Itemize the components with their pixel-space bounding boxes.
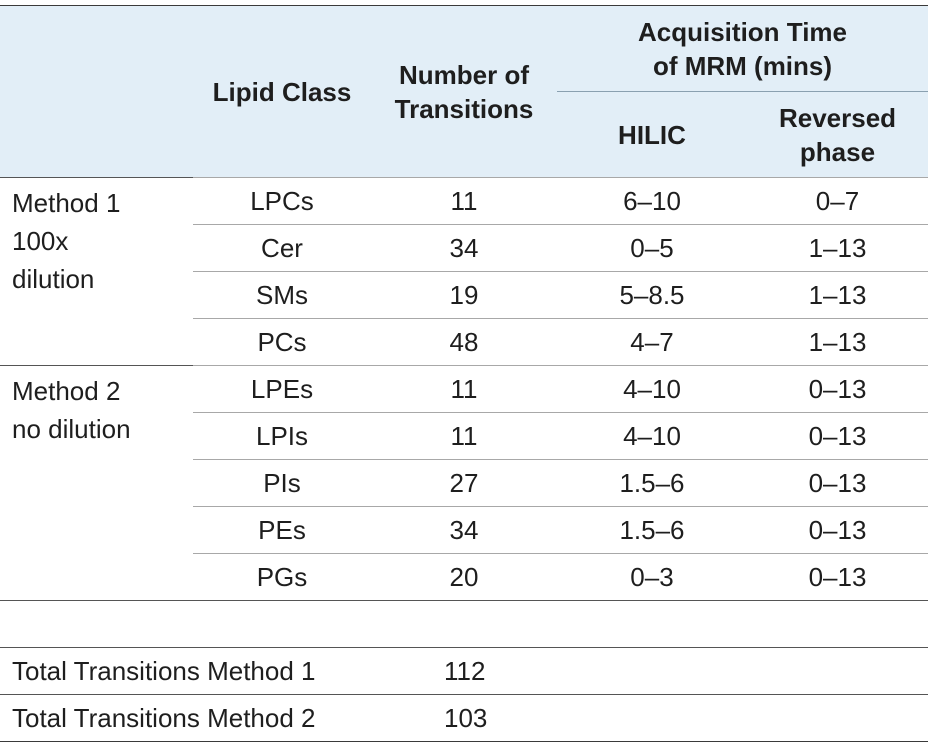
table-body: [0, 178, 928, 742]
table-row: [0, 178, 928, 225]
hilic-time-cell: 6–10: [557, 178, 747, 225]
transitions-cell: 20: [371, 554, 557, 601]
reversed-phase-time-cell: 0–13: [747, 366, 928, 413]
header-acquisition-time-text: Acquisition Time of MRM (mins): [638, 16, 847, 81]
reversed-phase-time-cell: 1–13: [747, 272, 928, 319]
hilic-time-cell: 4–7: [557, 319, 747, 366]
lipid-class-cell: PGs: [193, 554, 371, 601]
total-row: [0, 695, 928, 742]
header-number-of-transitions-text: Number of Transitions: [394, 59, 534, 124]
transitions-cell: 34: [371, 225, 557, 272]
header-hilic: HILIC: [557, 92, 747, 178]
method-label: Method 1 100x dilution: [0, 178, 193, 366]
header-blank: [0, 6, 193, 178]
reversed-phase-time-cell: 0–13: [747, 554, 928, 601]
total-value: 112: [371, 648, 928, 695]
hilic-time-cell: 0–3: [557, 554, 747, 601]
reversed-phase-time-cell: 1–13: [747, 319, 928, 366]
hilic-time-cell: 5–8.5: [557, 272, 747, 319]
reversed-phase-time-cell: 0–7: [747, 178, 928, 225]
transitions-cell: 11: [371, 366, 557, 413]
lipid-class-cell: LPCs: [193, 178, 371, 225]
spacer-row: [0, 601, 928, 648]
transitions-cell: 19: [371, 272, 557, 319]
header-reversed-phase: [747, 92, 928, 178]
transitions-cell: 48: [371, 319, 557, 366]
header-number-of-transitions: [371, 6, 557, 178]
hilic-time-cell: 1.5–6: [557, 460, 747, 507]
reversed-phase-time-cell: 0–13: [747, 460, 928, 507]
method-label: Method 2 no dilution: [0, 366, 193, 601]
total-label: Total Transitions Method 1: [0, 648, 371, 695]
hilic-time-cell: 4–10: [557, 413, 747, 460]
header-acquisition-time: [557, 6, 928, 92]
lipid-class-cell: LPEs: [193, 366, 371, 413]
transitions-cell: 11: [371, 178, 557, 225]
hilic-time-cell: 4–10: [557, 366, 747, 413]
total-row: [0, 648, 928, 695]
hilic-time-cell: 1.5–6: [557, 507, 747, 554]
spacer-cell: [0, 601, 928, 648]
lipid-transitions-table: [0, 5, 928, 742]
lipid-class-cell: PEs: [193, 507, 371, 554]
lipid-class-cell: Cer: [193, 225, 371, 272]
lipid-class-cell: SMs: [193, 272, 371, 319]
reversed-phase-time-cell: 1–13: [747, 225, 928, 272]
reversed-phase-time-cell: 0–13: [747, 507, 928, 554]
header-reversed-phase-text: Reversed phase: [778, 102, 897, 167]
table-row: [0, 366, 928, 413]
transitions-cell: 34: [371, 507, 557, 554]
lipid-class-cell: PCs: [193, 319, 371, 366]
reversed-phase-time-cell: 0–13: [747, 413, 928, 460]
header-lipid-class: Lipid Class: [193, 6, 371, 178]
lipid-class-cell: PIs: [193, 460, 371, 507]
table-header: [0, 6, 928, 178]
hilic-time-cell: 0–5: [557, 225, 747, 272]
total-label: Total Transitions Method 2: [0, 695, 371, 742]
transitions-cell: 27: [371, 460, 557, 507]
transitions-cell: 11: [371, 413, 557, 460]
total-value: 103: [371, 695, 928, 742]
lipid-class-cell: LPIs: [193, 413, 371, 460]
